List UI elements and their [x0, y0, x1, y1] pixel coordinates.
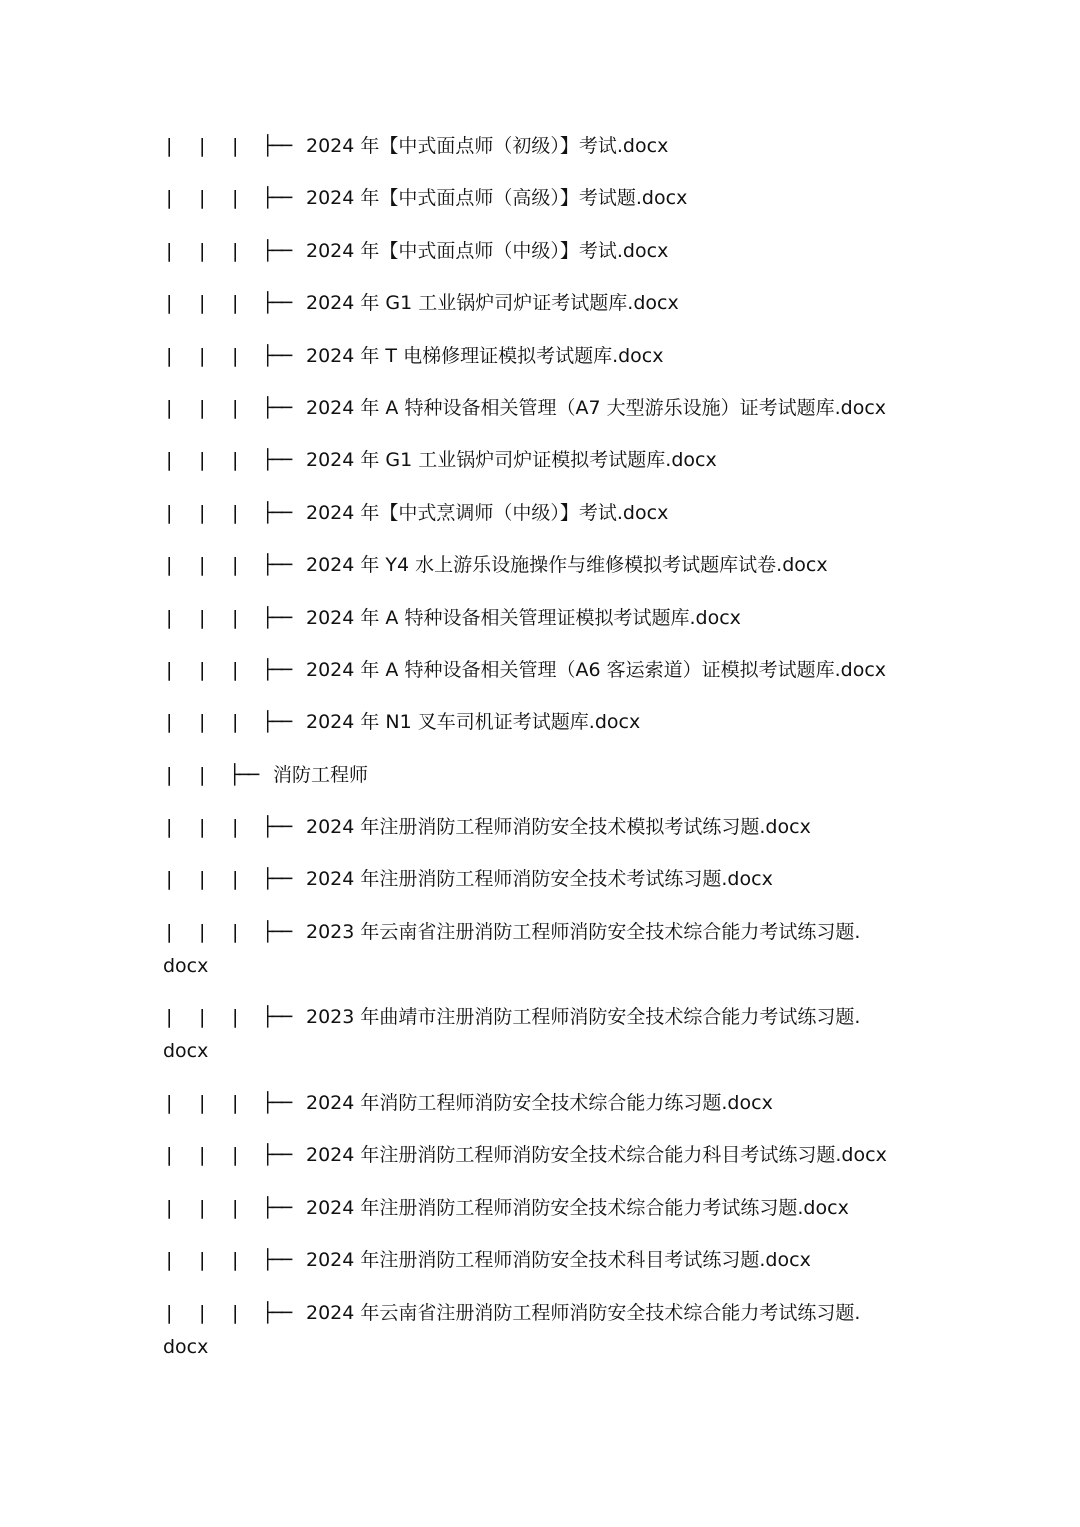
tree-pipe: |: [199, 711, 206, 734]
tree-pipe: |: [166, 920, 173, 943]
tree-file-row: [163, 548, 923, 582]
file-name: 2024 年 N1 叉车司机证考试题库.docx: [306, 711, 641, 734]
tree-pipe: |: [199, 501, 206, 524]
tree-pipe: |: [166, 187, 173, 210]
tree-pipe: |: [166, 396, 173, 419]
tree-pipe: |: [166, 135, 173, 157]
tree-branch: ├──: [262, 816, 291, 839]
tree-pipe: |: [232, 868, 239, 891]
tree-pipe: |: [232, 396, 239, 419]
tree-branch: ├──: [262, 449, 291, 472]
tree-pipe: |: [199, 344, 206, 367]
tree-branch: ├──: [229, 763, 258, 786]
tree-file-row: [163, 1086, 923, 1120]
file-name: 2024 年【中式面点师（高级）】考试题.docx: [306, 187, 688, 210]
tree-branch: ├──: [262, 344, 291, 367]
tree-pipe: |: [232, 920, 239, 943]
tree-pipe: |: [166, 1249, 173, 1272]
tree-file-row: [163, 286, 923, 320]
tree-pipe: |: [232, 1301, 239, 1324]
tree-pipe: |: [232, 449, 239, 472]
tree-pipe: |: [166, 606, 173, 629]
file-name: 2024 年 T 电梯修理证模拟考试题库.docx: [306, 344, 664, 367]
tree-pipe: |: [199, 187, 206, 210]
tree-pipe: |: [232, 1196, 239, 1219]
file-name: 2024 年注册消防工程师消防安全技术综合能力科目考试练习题.docx: [306, 1144, 887, 1167]
tree-file-row: [163, 862, 923, 896]
tree-pipe: |: [166, 1196, 173, 1219]
tree-pipe: |: [199, 239, 206, 262]
tree-pipe: |: [232, 816, 239, 839]
file-name: 2024 年【中式面点师（初级）】考试.docx: [306, 135, 669, 157]
tree-branch: ├──: [262, 239, 291, 262]
tree-branch: ├──: [262, 1144, 291, 1167]
tree-branch: ├──: [262, 711, 291, 734]
file-name: 2024 年注册消防工程师消防安全技术考试练习题.docx: [306, 868, 773, 891]
tree-branch: ├──: [262, 554, 291, 577]
file-name: 2024 年 A 特种设备相关管理证模拟考试题库.docx: [306, 606, 741, 629]
tree-pipe: |: [232, 1249, 239, 1272]
tree-file-row: [163, 1138, 923, 1172]
tree-pipe: |: [199, 554, 206, 577]
file-name: 2024 年【中式烹调师（中级）】考试.docx: [306, 501, 669, 524]
tree-pipe: |: [232, 1006, 239, 1029]
tree-pipe: |: [199, 1006, 206, 1029]
tree-pipe: |: [232, 239, 239, 262]
file-name: 2024 年消防工程师消防安全技术综合能力练习题.docx: [306, 1092, 773, 1115]
tree-pipe: |: [199, 868, 206, 891]
tree-pipe: |: [199, 396, 206, 419]
tree-pipe: |: [166, 816, 173, 839]
tree-pipe: |: [166, 239, 173, 262]
tree-pipe: |: [166, 344, 173, 367]
tree-pipe: |: [199, 606, 206, 629]
file-tree: [163, 129, 923, 1381]
tree-pipe: |: [199, 1196, 206, 1219]
file-name: 2024 年 Y4 水上游乐设施操作与维修模拟考试题库试卷.docx: [306, 554, 828, 577]
tree-branch: ├──: [262, 1196, 291, 1219]
tree-pipe: |: [166, 1144, 173, 1167]
tree-pipe: |: [232, 711, 239, 734]
tree-branch: ├──: [262, 1092, 291, 1115]
tree-pipe: |: [232, 292, 239, 315]
tree-pipe: |: [199, 1144, 206, 1167]
tree-pipe: |: [232, 1144, 239, 1167]
tree-pipe: |: [166, 658, 173, 681]
tree-branch: ├──: [262, 606, 291, 629]
file-name: 2023 年曲靖市注册消防工程师消防安全技术综合能力考试练习题.docx: [163, 1006, 861, 1063]
tree-file-row: [163, 601, 923, 635]
tree-branch: ├──: [262, 1006, 291, 1029]
tree-pipe: |: [232, 606, 239, 629]
file-name: 2024 年云南省注册消防工程师消防安全技术综合能力考试练习题.docx: [163, 1301, 861, 1358]
tree-file-row: [163, 496, 923, 530]
tree-file-row: [163, 1000, 863, 1068]
tree-branch: ├──: [262, 1249, 291, 1272]
tree-branch: ├──: [262, 396, 291, 419]
tree-pipe: |: [166, 449, 173, 472]
tree-pipe: |: [166, 868, 173, 891]
tree-pipe: |: [232, 135, 239, 157]
tree-pipe: |: [199, 920, 206, 943]
tree-file-row: [163, 915, 863, 983]
tree-branch: ├──: [262, 1301, 291, 1324]
tree-branch: ├──: [262, 292, 291, 315]
tree-file-row: [163, 653, 923, 687]
tree-pipe: |: [199, 135, 206, 157]
tree-branch: ├──: [262, 868, 291, 891]
tree-file-row: [163, 1191, 923, 1225]
tree-pipe: |: [166, 1006, 173, 1029]
tree-pipe: |: [232, 658, 239, 681]
tree-file-row: [163, 339, 923, 373]
file-name: 2023 年云南省注册消防工程师消防安全技术综合能力考试练习题.docx: [163, 920, 861, 977]
file-name: 2024 年 A 特种设备相关管理（A6 客运索道）证模拟考试题库.docx: [306, 658, 887, 681]
tree-file-row: [163, 810, 923, 844]
tree-pipe: |: [199, 1092, 206, 1115]
tree-branch: ├──: [262, 920, 291, 943]
tree-branch: ├──: [262, 658, 291, 681]
tree-file-row: [163, 181, 923, 215]
file-name: 2024 年 G1 工业锅炉司炉证考试题库.docx: [306, 292, 679, 315]
file-name: 2024 年注册消防工程师消防安全技术科目考试练习题.docx: [306, 1249, 811, 1272]
tree-branch: ├──: [262, 187, 291, 210]
tree-pipe: |: [199, 658, 206, 681]
file-name: 2024 年【中式面点师（中级）】考试.docx: [306, 239, 669, 262]
tree-pipe: |: [232, 501, 239, 524]
tree-file-row: [163, 1243, 923, 1277]
tree-pipe: |: [232, 187, 239, 210]
tree-file-row: [163, 129, 923, 163]
tree-folder-row: [163, 758, 923, 792]
tree-pipe: |: [232, 344, 239, 367]
tree-pipe: |: [166, 1092, 173, 1115]
tree-file-row: [163, 705, 923, 739]
tree-pipe: |: [166, 554, 173, 577]
file-name: 2024 年 G1 工业锅炉司炉证模拟考试题库.docx: [306, 449, 717, 472]
file-name: 2024 年注册消防工程师消防安全技术模拟考试练习题.docx: [306, 816, 811, 839]
tree-pipe: |: [199, 1301, 206, 1324]
tree-pipe: |: [199, 763, 206, 786]
tree-pipe: |: [232, 554, 239, 577]
tree-pipe: |: [166, 501, 173, 524]
file-name: 2024 年注册消防工程师消防安全技术综合能力考试练习题.docx: [306, 1196, 849, 1219]
tree-pipe: |: [166, 1301, 173, 1324]
tree-branch: ├──: [262, 135, 291, 157]
tree-file-row: [163, 391, 923, 425]
tree-file-row: [163, 1296, 863, 1364]
tree-pipe: |: [166, 711, 173, 734]
tree-pipe: |: [166, 292, 173, 315]
file-name: 2024 年 A 特种设备相关管理（A7 大型游乐设施）证考试题库.docx: [306, 396, 887, 419]
tree-pipe: |: [199, 816, 206, 839]
tree-file-row: [163, 234, 923, 268]
tree-pipe: |: [166, 763, 173, 786]
tree-pipe: |: [199, 292, 206, 315]
tree-pipe: |: [199, 449, 206, 472]
folder-name: 消防工程师: [273, 763, 369, 786]
tree-branch: ├──: [262, 501, 291, 524]
tree-file-row: [163, 443, 923, 477]
tree-pipe: |: [232, 1092, 239, 1115]
tree-pipe: |: [199, 1249, 206, 1272]
